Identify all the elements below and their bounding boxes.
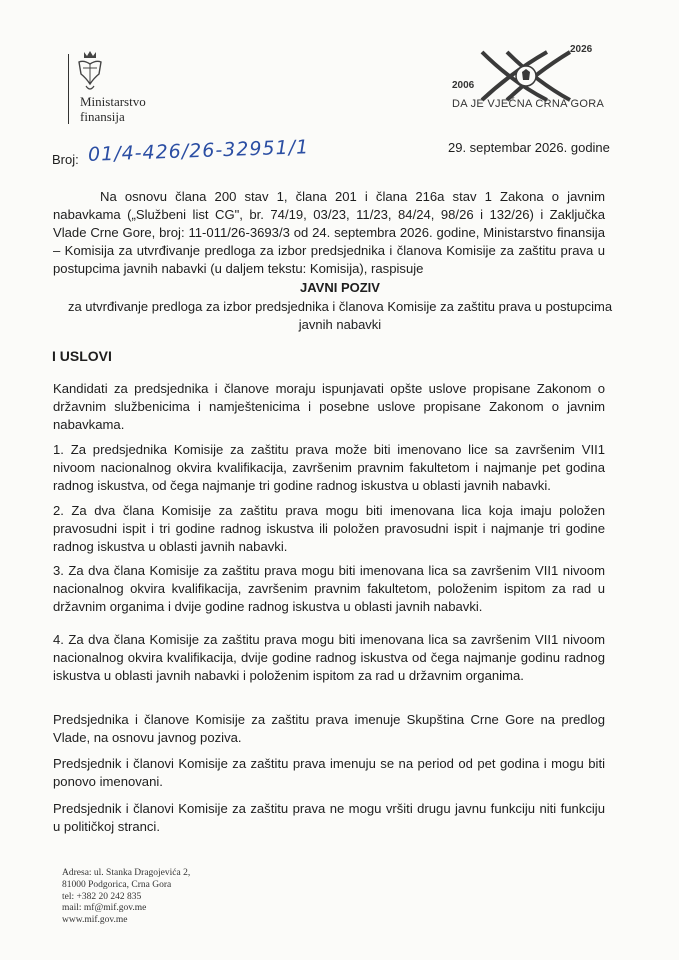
intro-paragraph: Na osnovu člana 200 stav 1, člana 201 i člana 216a stav 1 Zakona o javnim nabavkama („Službeni list CG", br. 74/19, 03/23, 11/23, 84/24, 98/26 i 132/26) i Zaključka Vlade Crne Gore, broj: 11-011/26-3693/3 od 24. septembra 2026. godine, Ministarstvo finansija – Komisija za utvrđivanje predloga za izbor predsjednika i članova Komisije za zaštitu prava u postupcima javnih nabavki (u daljem tekstu: Komisija), raspisuje: [53, 189, 605, 276]
document-subtitle: za utvrđivanje predloga za izbor predsjednika i članova Komisije za zaštitu prava u postupcima javnih nabavki: [67, 299, 613, 332]
footer-line: Adresa: ul. Stanka Dragojevića 2,: [62, 868, 191, 878]
footer-line: www.mif.gov.me: [62, 915, 128, 926]
tagline: DA JE VJEČNA CRNA GORA: [452, 98, 605, 110]
ministry-name: [80, 94, 146, 124]
paragraph: Predsjednik i članovi Komisije za zaštitu prava ne mogu vršiti drugu javnu funkciju niti funkciju u političkoj stranci.: [53, 801, 605, 834]
footer-line: 81000 Podgorica, Crna Gora: [62, 879, 172, 890]
paragraph: 3. Za dva člana Komisije za zaštitu prava mogu biti imenovana lica sa završenim VII1 nivoom nacionalnog okvira kvalifikacija, završenim pravnim fakultetom, položenim ispitom za rad u državnim organima i dvije godine radnog iskustva u oblasti javnih nabavki.: [53, 563, 605, 614]
ministry-line-1: Ministarstvo: [80, 94, 146, 109]
document-title: JAVNI POZIV: [300, 280, 380, 295]
document-date: 29. septembar 2026. godine: [448, 140, 610, 155]
coat-of-arms-icon: [76, 48, 104, 98]
ministry-line-2: finansija: [80, 109, 125, 124]
broj-label: Broj:: [52, 152, 79, 167]
broj-handwritten-number: 01/4-426/26-32951/1: [87, 136, 310, 166]
paragraph: 1. Za predsjednika Komisije za zaštitu prava može biti imenovano lice sa završenim VII1 nivoom nacionalnog okvira kvalifikacija, završenim pravnim fakultetom i najmanje pet godina radnog iskustva, od čega najmanje tri godine radnog iskustva u oblasti javnih nabavki.: [53, 442, 605, 493]
paragraph: Kandidati za predsjednika i članove moraju ispunjavati opšte uslove propisane Zakonom o državnim službenicima i namještenicima i posebne uslove propisane Zakonom o javnim nabavkama.: [53, 381, 605, 432]
footer-line: mail: mf@mif.gov.me: [62, 903, 147, 914]
paragraph: Predsjednika i članove Komisije za zaštitu prava imenuje Skupština Crne Gore na predlog Vlade, na osnovu javnog poziva.: [53, 712, 605, 745]
logo-year-left: 2006: [452, 80, 475, 91]
logo-year-right: 2026: [570, 44, 593, 55]
paragraph: 4. Za dva člana Komisije za zaštitu prava mogu biti imenovana lica sa završenim VII1 nivoom nacionalnog okvira kvalifikacija, dvije godine radnog iskustva od čega najmanje godinu radnog iskustva u oblasti javnih nabavki i položenim ispitom za rad u državnim organima.: [53, 632, 605, 683]
footer-line: tel: +382 20 242 835: [62, 891, 142, 902]
header-divider: [68, 54, 69, 124]
paragraph: Predsjednik i članovi Komisije za zaštitu prava imenuju se na period od pet godina i mogu biti ponovo imenovani.: [53, 756, 605, 789]
paragraph: 2. Za dva člana Komisije za zaštitu prava mogu biti imenovana lica koja imaju položen pravosudni ispit i tri godine radnog iskustva ili položen pravosudni ispit i najmanje tri godine radnog iskustva u oblasti javnih nabavki.: [53, 503, 605, 554]
section-title: I USLOVI: [52, 348, 112, 364]
footer-address: [62, 868, 190, 927]
